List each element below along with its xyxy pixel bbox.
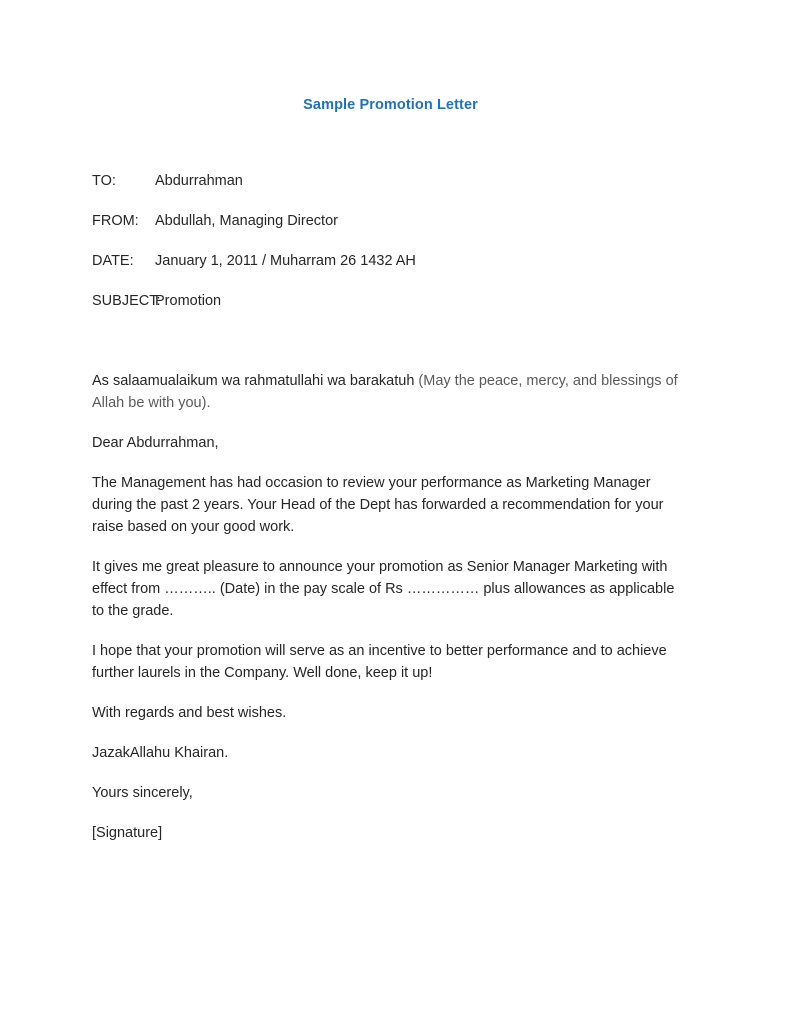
header-label-subject: SUBJECT: <box>92 293 161 309</box>
page-title: Sample Promotion Letter <box>303 97 478 113</box>
paragraph-hope: I hope that your promotion will serve as an incentive to better performance and to achieve further laurels in the Company. Well done, keep it up! <box>92 643 667 681</box>
header-label-from: FROM: <box>92 213 139 229</box>
salutation-translation-text: (May the peace, mercy, and blessings of Allah be with you). <box>92 373 678 411</box>
paragraph-promotion: It gives me great pleasure to announce your promotion as Senior Manager Marketing with effect from ……….. (Date) in the pay scale of Rs …………… plus allowances as applicable to the grade. <box>92 559 675 619</box>
paragraph-closing: Yours sincerely, <box>92 785 193 801</box>
paragraph-salutation <box>92 370 689 414</box>
header-value-date: January 1, 2011 / Muharram 26 1432 AH <box>155 253 416 269</box>
salutation-arabic-text: As salaamualaikum wa rahmatullahi wa barakatuh <box>92 373 419 389</box>
header-label-date: DATE: <box>92 253 134 269</box>
header-value-subject: Promotion <box>155 293 222 309</box>
letter-header-fields <box>92 170 689 330</box>
header-row-subject <box>92 290 689 330</box>
paragraph-regards: With regards and best wishes. <box>92 705 287 721</box>
header-row-to <box>92 170 689 210</box>
header-row-from <box>92 210 689 250</box>
header-value-from: Abdullah, Managing Director <box>155 213 338 229</box>
header-row-date <box>92 250 689 290</box>
letter-body <box>92 370 689 844</box>
header-value-to: Abdurrahman <box>155 173 243 189</box>
header-label-to: TO: <box>92 173 116 189</box>
paragraph-greeting: Dear Abdurrahman, <box>92 435 219 451</box>
signature-placeholder: [Signature] <box>92 825 163 841</box>
paragraph-dua: JazakAllahu Khairan. <box>92 745 229 761</box>
paragraph-review: The Management has had occasion to review your performance as Marketing Manager during the past 2 years. Your Head of the Dept has forwarded a recommendation for your raise based on your good work. <box>92 475 664 535</box>
